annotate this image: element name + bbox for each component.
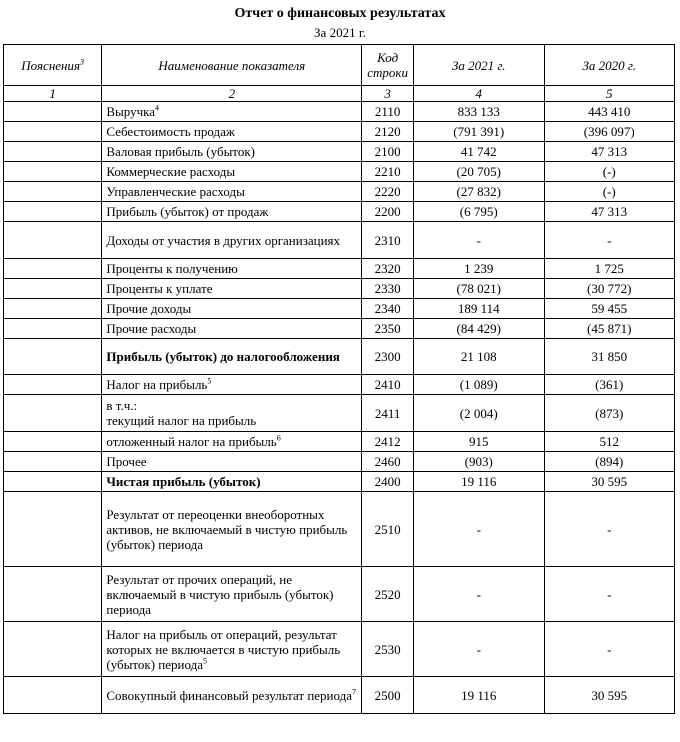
column-number: 2 bbox=[102, 86, 362, 102]
table-row bbox=[4, 375, 675, 395]
row-value-2021: (2 004) bbox=[414, 395, 544, 432]
table-row bbox=[4, 222, 675, 259]
row-value-2021: 189 114 bbox=[414, 299, 544, 319]
row-note bbox=[4, 162, 102, 182]
table-row bbox=[4, 122, 675, 142]
row-name: Чистая прибыль (убыток) bbox=[102, 472, 362, 492]
row-name: Прочие расходы bbox=[102, 319, 362, 339]
row-value-2020: (873) bbox=[544, 395, 675, 432]
row-code: 2210 bbox=[362, 162, 414, 182]
row-value-2020: (-) bbox=[544, 182, 675, 202]
header-2020: За 2020 г. bbox=[544, 45, 675, 86]
row-value-2020: - bbox=[544, 222, 675, 259]
row-name: Коммерческие расходы bbox=[102, 162, 362, 182]
header-code: Код строки bbox=[362, 45, 414, 86]
row-value-2021: 19 116 bbox=[414, 677, 544, 714]
row-code: 2330 bbox=[362, 279, 414, 299]
row-value-2021: 915 bbox=[414, 432, 544, 452]
row-code: 2460 bbox=[362, 452, 414, 472]
row-code: 2410 bbox=[362, 375, 414, 395]
row-name: Проценты к уплате bbox=[102, 279, 362, 299]
row-name: Прибыль (убыток) от продаж bbox=[102, 202, 362, 222]
row-name: Налог на прибыль$^5$ bbox=[102, 375, 362, 395]
financial-results-table bbox=[3, 44, 675, 714]
row-value-2020: 1 725 bbox=[544, 259, 675, 279]
header-row bbox=[4, 45, 675, 86]
row-code: 2520 bbox=[362, 567, 414, 622]
row-value-2020: (396 097) bbox=[544, 122, 675, 142]
row-code: 2400 bbox=[362, 472, 414, 492]
row-note bbox=[4, 622, 102, 677]
column-number: 4 bbox=[414, 86, 544, 102]
row-name: Управленческие расходы bbox=[102, 182, 362, 202]
row-value-2020: (361) bbox=[544, 375, 675, 395]
row-code: 2220 bbox=[362, 182, 414, 202]
row-value-2021: - bbox=[414, 567, 544, 622]
row-value-2020: (45 871) bbox=[544, 319, 675, 339]
row-code: 2411 bbox=[362, 395, 414, 432]
row-note bbox=[4, 395, 102, 432]
row-value-2021: 19 116 bbox=[414, 472, 544, 492]
row-name: Прочие доходы bbox=[102, 299, 362, 319]
row-note bbox=[4, 182, 102, 202]
table-row bbox=[4, 472, 675, 492]
row-code: 2500 bbox=[362, 677, 414, 714]
row-value-2020: 47 313 bbox=[544, 202, 675, 222]
table-row bbox=[4, 182, 675, 202]
row-value-2020: 59 455 bbox=[544, 299, 675, 319]
row-value-2021: - bbox=[414, 222, 544, 259]
row-name: Результат от прочих операций, не включаемый в чистую прибыль (убыток) периода bbox=[102, 567, 362, 622]
row-value-2021: (791 391) bbox=[414, 122, 544, 142]
row-note bbox=[4, 375, 102, 395]
row-value-2020: 47 313 bbox=[544, 142, 675, 162]
row-code: 2200 bbox=[362, 202, 414, 222]
row-note bbox=[4, 319, 102, 339]
row-value-2021: (903) bbox=[414, 452, 544, 472]
table-row bbox=[4, 339, 675, 375]
table-row bbox=[4, 279, 675, 299]
row-name: Налог на прибыль от операций, результат которых не включается в чистую прибыль (убыток) периода$^5$ bbox=[102, 622, 362, 677]
table-row bbox=[4, 299, 675, 319]
row-value-2020: 512 bbox=[544, 432, 675, 452]
table-row bbox=[4, 162, 675, 182]
row-value-2021: (20 705) bbox=[414, 162, 544, 182]
header-2021: За 2021 г. bbox=[414, 45, 544, 86]
table-row bbox=[4, 492, 675, 567]
column-number: 3 bbox=[362, 86, 414, 102]
row-value-2021: (27 832) bbox=[414, 182, 544, 202]
column-number: 5 bbox=[544, 86, 675, 102]
row-name: Валовая прибыль (убыток) bbox=[102, 142, 362, 162]
row-value-2021: (6 795) bbox=[414, 202, 544, 222]
row-note bbox=[4, 122, 102, 142]
row-value-2020: - bbox=[544, 622, 675, 677]
row-name: Прочее bbox=[102, 452, 362, 472]
row-note bbox=[4, 677, 102, 714]
row-code: 2310 bbox=[362, 222, 414, 259]
row-code: 2100 bbox=[362, 142, 414, 162]
row-code: 2510 bbox=[362, 492, 414, 567]
row-code: 2412 bbox=[362, 432, 414, 452]
table-row bbox=[4, 452, 675, 472]
row-value-2021: - bbox=[414, 492, 544, 567]
column-number: 1 bbox=[4, 86, 102, 102]
row-value-2020: 30 595 bbox=[544, 472, 675, 492]
table-row bbox=[4, 432, 675, 452]
row-name: Выручка$^4$ bbox=[102, 102, 362, 122]
table-row bbox=[4, 622, 675, 677]
row-name: Себестоимость продаж bbox=[102, 122, 362, 142]
column-number-row bbox=[4, 86, 675, 102]
header-notes: Пояснения$^3$ bbox=[4, 45, 102, 86]
row-note bbox=[4, 279, 102, 299]
row-note bbox=[4, 492, 102, 567]
row-name: Прибыль (убыток) до налогообложения bbox=[102, 339, 362, 375]
row-value-2020: (-) bbox=[544, 162, 675, 182]
row-note bbox=[4, 222, 102, 259]
row-code: 2530 bbox=[362, 622, 414, 677]
row-code: 2110 bbox=[362, 102, 414, 122]
row-value-2021: 41 742 bbox=[414, 142, 544, 162]
row-value-2020: 31 850 bbox=[544, 339, 675, 375]
row-code: 2320 bbox=[362, 259, 414, 279]
table-row bbox=[4, 102, 675, 122]
row-note bbox=[4, 432, 102, 452]
row-code: 2340 bbox=[362, 299, 414, 319]
row-note bbox=[4, 142, 102, 162]
row-name: Доходы от участия в других организациях bbox=[102, 222, 362, 259]
row-value-2021: 1 239 bbox=[414, 259, 544, 279]
table-row bbox=[4, 142, 675, 162]
row-code: 2350 bbox=[362, 319, 414, 339]
row-value-2021: (78 021) bbox=[414, 279, 544, 299]
table-row bbox=[4, 259, 675, 279]
report-period: За 2021 г. bbox=[314, 25, 366, 40]
row-value-2021: 21 108 bbox=[414, 339, 544, 375]
row-value-2020: 30 595 bbox=[544, 677, 675, 714]
row-value-2020: 443 410 bbox=[544, 102, 675, 122]
header-name: Наименование показателя bbox=[102, 45, 362, 86]
row-value-2021: (1 089) bbox=[414, 375, 544, 395]
row-note bbox=[4, 567, 102, 622]
table-row bbox=[4, 567, 675, 622]
row-note bbox=[4, 452, 102, 472]
report-title: Отчет о финансовых результатах bbox=[234, 6, 446, 21]
row-value-2020: (894) bbox=[544, 452, 675, 472]
row-value-2021: - bbox=[414, 622, 544, 677]
row-note bbox=[4, 299, 102, 319]
table-row bbox=[4, 677, 675, 714]
row-note bbox=[4, 202, 102, 222]
table-row bbox=[4, 319, 675, 339]
row-note bbox=[4, 472, 102, 492]
row-code: 2300 bbox=[362, 339, 414, 375]
table-row bbox=[4, 202, 675, 222]
row-name: Совокупный финансовый результат периода$^7$ bbox=[102, 677, 362, 714]
row-name: отложенный налог на прибыль$^6$ bbox=[102, 432, 362, 452]
row-name: в т.ч.: текущий налог на прибыль bbox=[102, 395, 362, 432]
row-note bbox=[4, 339, 102, 375]
row-name: Проценты к получению bbox=[102, 259, 362, 279]
row-value-2020: (30 772) bbox=[544, 279, 675, 299]
row-value-2020: - bbox=[544, 567, 675, 622]
row-code: 2120 bbox=[362, 122, 414, 142]
row-name: Результат от переоценки внеоборотных активов, не включаемый в чистую прибыль (убыток) периода bbox=[102, 492, 362, 567]
row-note bbox=[4, 102, 102, 122]
row-value-2021: 833 133 bbox=[414, 102, 544, 122]
table-row bbox=[4, 395, 675, 432]
row-value-2020: - bbox=[544, 492, 675, 567]
row-note bbox=[4, 259, 102, 279]
row-value-2021: (84 429) bbox=[414, 319, 544, 339]
